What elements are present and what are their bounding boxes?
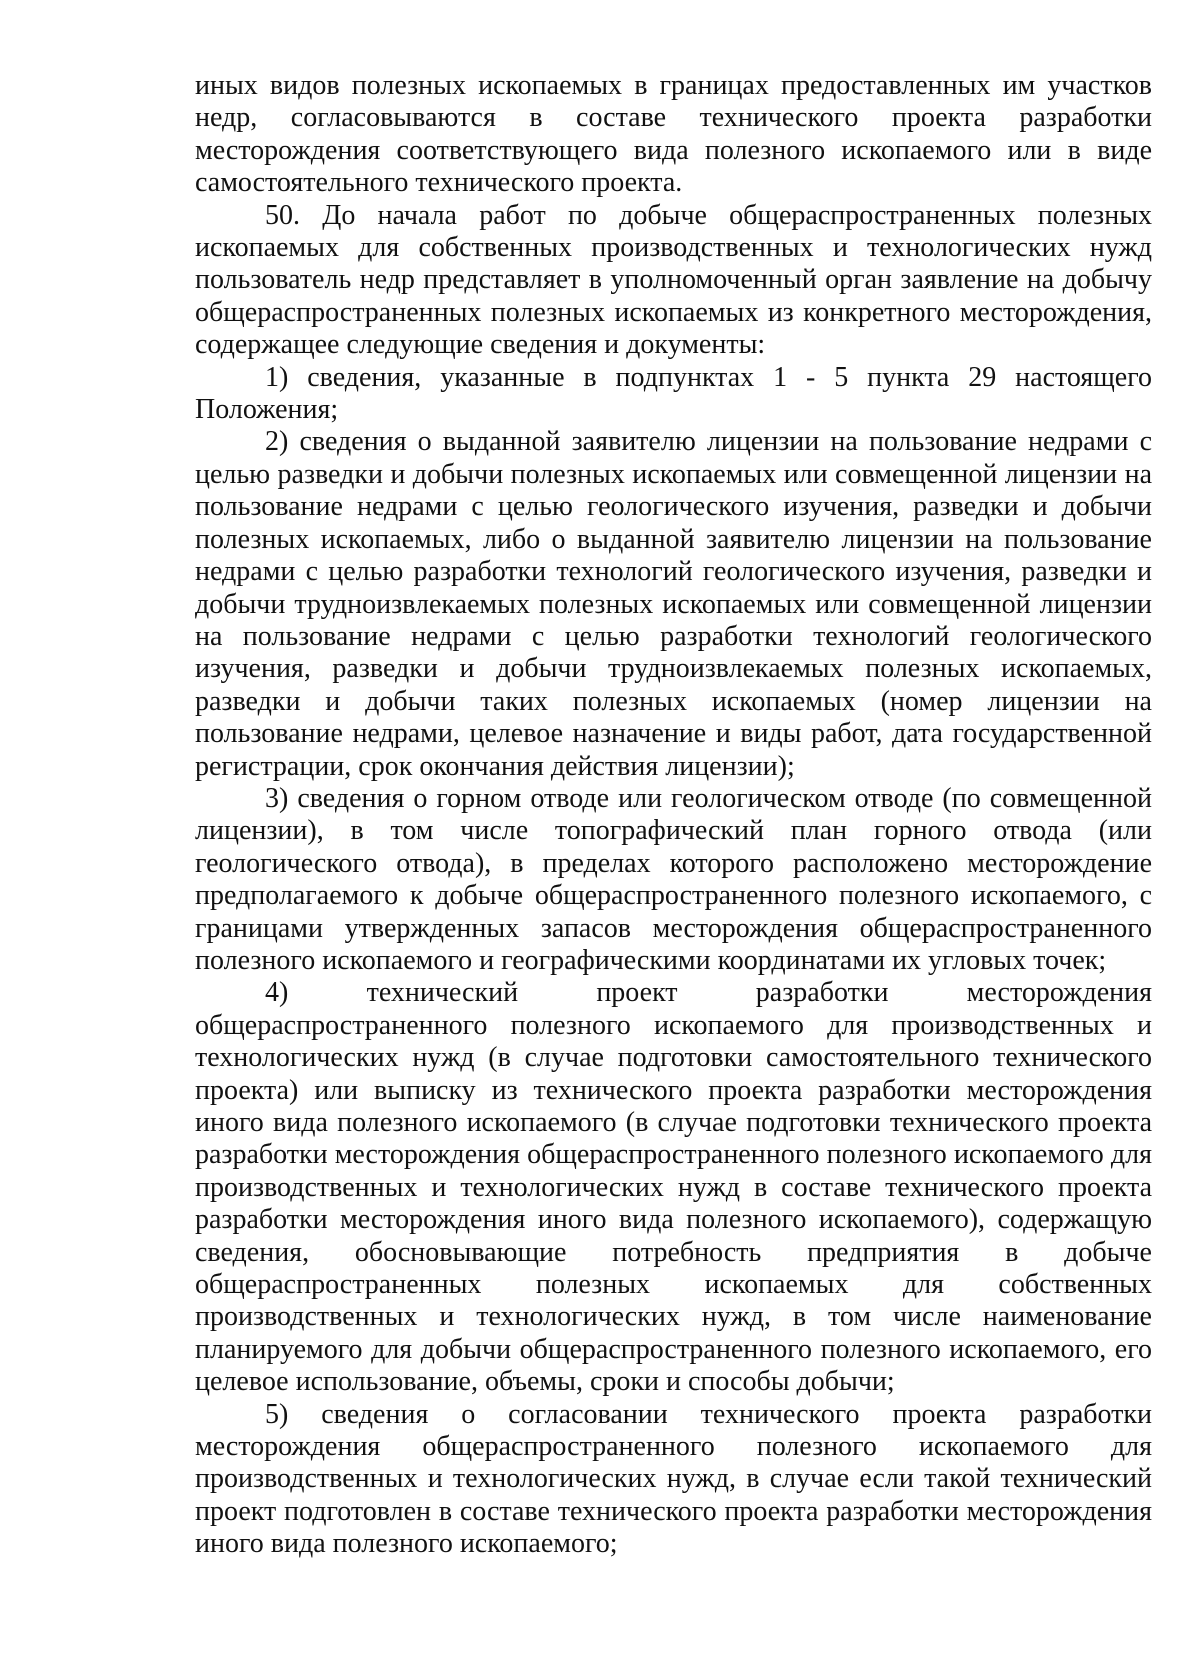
paragraph-subitem-5: 5) сведения о согласовании технического проекта разработки месторождения общераспространенного полезного ископаемого для производственных и технологических нужд, в случае если такой технический проект подготовлен в составе технического проекта разработки месторождения иного вида полезного ископаемого; [195,1398,1152,1560]
paragraph-subitem-3: 3) сведения о горном отводе или геологическом отводе (по совмещенной лицензии), в том числе топографический план горного отвода (или геологического отвода), в пределах которого расположено месторождение предполагаемого к добыче общераспространенного полезного ископаемого, с границами утвержденных запасов месторождения общераспространенного полезного ископаемого и географическими координатами их угловых точек; [195,782,1152,976]
document-page [195,70,1152,1561]
paragraph-subitem-1: 1) сведения, указанные в подпунктах 1 - 5 пункта 29 настоящего Положения; [195,361,1152,426]
paragraph-continuation: иных видов полезных ископаемых в границах предоставленных им участков недр, согласовываются в составе технического проекта разработки месторождения соответствующего вида полезного ископаемого или в виде самостоятельного технического проекта. [195,70,1152,199]
paragraph-subitem-2: 2) сведения о выданной заявителю лицензии на пользование недрами с целью разведки и добычи полезных ископаемых или совмещенной лицензии на пользование недрами с целью геологического изучения, разведки и добычи полезных ископаемых, либо о выданной заявителю лицензии на пользование недрами с целью разработки технологий геологического изучения, разведки и добычи трудноизвлекаемых полезных ископаемых или совмещенной лицензии на пользование недрами с целью разработки технологий геологического изучения, разведки и добычи трудноизвлекаемых полезных ископаемых, разведки и добычи таких полезных ископаемых (номер лицензии на пользование недрами, целевое назначение и виды работ, дата государственной регистрации, срок окончания действия лицензии); [195,426,1152,782]
paragraph-item-50: 50. До начала работ по добыче общераспространенных полезных ископаемых для собственных производственных и технологических нужд пользователь недр представляет в уполномоченный орган заявление на добычу общераспространенных полезных ископаемых из конкретного месторождения, содержащее следующие сведения и документы: [195,199,1152,361]
paragraph-subitem-4: 4) технический проект разработки месторождения общераспространенного полезного ископаемого для производственных и технологических нужд (в случае подготовки самостоятельного технического проекта) или выписку из технического проекта разработки месторождения иного вида полезного ископаемого (в случае подготовки технического проекта разработки месторождения общераспространенного полезного ископаемого для производственных и технологических нужд в составе технического проекта разработки месторождения иного вида полезного ископаемого), содержащую сведения, обосновывающие потребность предприятия в добыче общераспространенных полезных ископаемых для собственных производственных и технологических нужд, в том числе наименование планируемого для добычи общераспространенного полезного ископаемого, его целевое использование, объемы, сроки и способы добычи; [195,977,1152,1398]
